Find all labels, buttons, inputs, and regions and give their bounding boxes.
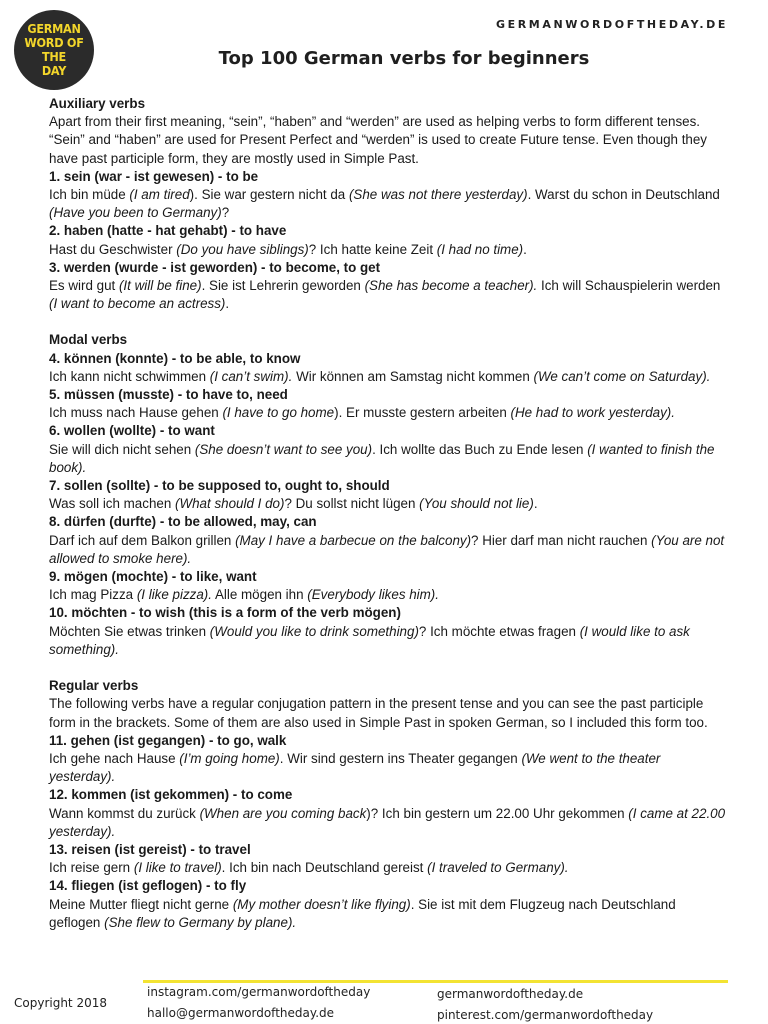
verb-example <box>49 404 729 422</box>
german-text: )? Ich bin gestern um 22.00 Uhr gekommen <box>366 805 629 821</box>
german-text: ? <box>221 205 230 221</box>
section-intro: Apart from their first meaning, “sein”, “haben” and “werden” are used as helping verbs to form different tenses. “Sein” and “haben” are used for Present Perfect and “werden” is used to create Future tense. Even though they have past participle form, they are mostly used in Simple Past. <box>49 114 708 166</box>
verb-example <box>49 750 729 786</box>
german-text: ? Du sollst nicht lügen <box>284 496 420 512</box>
german-text: Ich bin müde <box>49 187 130 203</box>
translation: (I would like to ask something). <box>49 623 690 657</box>
verb-title: 12. kommen (ist gekommen) - to come <box>49 787 293 803</box>
translation: (Do you have siblings) <box>176 241 309 257</box>
german-text: ? Ich möchte etwas fragen <box>418 623 580 639</box>
section-gap <box>49 313 729 331</box>
verb-title: 6. wollen (wollte) - to want <box>49 423 215 439</box>
translation: (I had no time) <box>436 241 524 257</box>
verb-example <box>49 186 729 222</box>
verb-title: 7. sollen (sollte) - to be supposed to, ought to, should <box>49 478 390 494</box>
verb-example <box>49 277 729 313</box>
verb-title: 4. können (konnte) - to be able, to know <box>49 350 301 366</box>
instagram-link[interactable]: instagram.com/germanwordoftheday <box>147 985 371 999</box>
verb-title: 11. gehen (ist gegangen) - to go, walk <box>49 732 287 748</box>
verb-title: 14. fliegen (ist geflogen) - to fly <box>49 878 247 894</box>
translation: (You should not lie) <box>419 496 534 512</box>
translation: (I wanted to finish the book). <box>49 441 715 475</box>
section-intro: The following verbs have a regular conjugation pattern in the present tense and you can see the past participle form in the brackets. Some of them are also used in Simple Past in spoken German, so I included this form too. <box>49 696 708 730</box>
translation: (I have to go home <box>222 405 335 421</box>
content <box>49 95 729 932</box>
german-text: . <box>533 496 538 512</box>
translation: (It will be fine) <box>118 278 202 294</box>
verb-title: 3. werden (wurde - ist geworden) - to become, to get <box>49 259 381 275</box>
translation: (I traveled to Germany). <box>427 860 569 876</box>
verb-example <box>49 441 729 477</box>
section-heading: Auxiliary verbs <box>49 96 146 111</box>
translation: (We can’t come on Saturday). <box>533 368 711 384</box>
pinterest-link[interactable]: pinterest.com/germanwordoftheday <box>437 1008 654 1022</box>
verb-example <box>49 896 729 932</box>
translation: (He had to work yesterday). <box>510 405 675 421</box>
verb-title: 13. reisen (ist gereist) - to travel <box>49 841 251 857</box>
site-header[interactable]: GERMANWORDOFTHEDAY.DE <box>495 18 728 31</box>
german-text: Was soll ich machen <box>49 496 176 512</box>
german-text: Wann kommst du zurück <box>49 805 200 821</box>
german-text: ? Ich hatte keine Zeit <box>308 241 437 257</box>
german-text: Darf ich auf dem Balkon grillen <box>49 532 236 548</box>
translation: (Would you like to drink something) <box>209 623 419 639</box>
verb-title: 5. müssen (musste) - to have to, need <box>49 387 288 403</box>
verb-example <box>49 623 729 659</box>
verb-example <box>49 805 729 841</box>
translation: (We went to the theater yesterday). <box>49 750 661 785</box>
german-text: Ich muss nach Hause gehen <box>49 405 223 421</box>
translation: (Have you been to Germany) <box>49 205 222 221</box>
verb-example <box>49 495 729 513</box>
translation: (She has become a teacher). <box>364 278 538 294</box>
german-text: Ich reise gern <box>49 860 134 876</box>
german-text: . Warst du schon in Deutschland <box>527 187 720 203</box>
german-text: . <box>523 241 527 257</box>
german-text: Ich kann nicht schwimmen <box>49 368 210 384</box>
german-text: . Sie ist Lehrerin geworden <box>201 278 365 294</box>
verb-example <box>49 586 729 604</box>
translation: (She was not there yesterday) <box>348 187 528 203</box>
german-text: ? Hier darf man nicht rauchen <box>471 532 652 548</box>
website-link[interactable]: germanwordoftheday.de <box>437 987 584 1001</box>
german-text: . <box>225 296 230 312</box>
german-text: . Sie ist mit dem Flugzeug nach Deutschland geflogen <box>49 896 676 930</box>
translation: (I came at 22.00 yesterday). <box>49 805 726 839</box>
verb-title: 1. sein (war - ist gewesen) - to be <box>49 168 259 184</box>
german-text: Möchten Sie etwas trinken <box>49 623 210 639</box>
translation: (I can’t swim). <box>209 368 293 384</box>
verb-example <box>49 532 729 568</box>
section-heading: Modal verbs <box>49 332 128 348</box>
translation: (She doesn’t want to see you) <box>194 441 373 457</box>
translation: (I’m going home) <box>179 750 280 766</box>
german-text: Ich will Schauspielerin werden <box>537 278 721 294</box>
german-text: . Ich bin nach Deutschland gereist <box>221 860 428 876</box>
translation: (I like to travel) <box>133 860 222 876</box>
german-text: Meine Mutter fliegt nicht gerne <box>49 896 233 912</box>
logo-text: GERMAN WORD OF THE DAY <box>24 21 84 78</box>
translation: (I like pizza). <box>136 587 212 603</box>
section-heading: Regular verbs <box>49 678 139 694</box>
german-text: Hast du Geschwister <box>49 241 177 257</box>
german-text: Ich gehe nach Hause <box>49 750 180 766</box>
translation: (I want to become an actress) <box>49 296 226 312</box>
translation: (You are not allowed to smoke here). <box>49 532 725 566</box>
verb-title: 10. möchten - to wish (this is a form of the verb mögen) <box>49 605 401 621</box>
translation: (What should I do) <box>175 496 285 512</box>
translation: (When are you coming back <box>199 805 367 821</box>
section-gap <box>49 659 729 677</box>
german-text: Sie will dich nicht sehen <box>49 441 195 457</box>
translation: (My mother doesn’t like flying) <box>232 896 411 912</box>
translation: (Everybody likes him). <box>307 587 439 603</box>
german-text: Alle mögen ihn <box>211 587 308 603</box>
email-link[interactable]: hallo@germanwordoftheday.de <box>147 1006 335 1020</box>
verb-title: 2. haben (hatte - hat gehabt) - to have <box>49 223 287 239</box>
verb-example <box>49 368 729 386</box>
translation: (I am tired <box>129 187 190 203</box>
german-text: ). Sie war gestern nicht da <box>189 187 349 203</box>
german-text: Ich mag Pizza <box>49 587 137 603</box>
german-text: Wir können am Samstag nicht kommen <box>292 368 534 384</box>
german-text: Es wird gut <box>49 278 119 294</box>
translation: (She flew to Germany by plane). <box>104 914 297 930</box>
verb-title: 9. mögen (mochte) - to like, want <box>49 569 257 585</box>
translation: (May I have a barbecue on the balcony) <box>235 532 472 548</box>
german-text: ). Er musste gestern arbeiten <box>334 405 511 421</box>
verb-title: 8. dürfen (durfte) - to be allowed, may, can <box>49 514 317 530</box>
footer-divider <box>143 980 728 983</box>
german-text: . Wir sind gestern ins Theater gegangen <box>279 750 522 766</box>
verb-example <box>49 241 729 259</box>
page-title: Top 100 German verbs for beginners <box>218 48 590 69</box>
copyright: Copyright 2018 <box>14 996 107 1010</box>
verb-example <box>49 859 729 877</box>
german-text: . Ich wollte das Buch zu Ende lesen <box>372 441 588 457</box>
